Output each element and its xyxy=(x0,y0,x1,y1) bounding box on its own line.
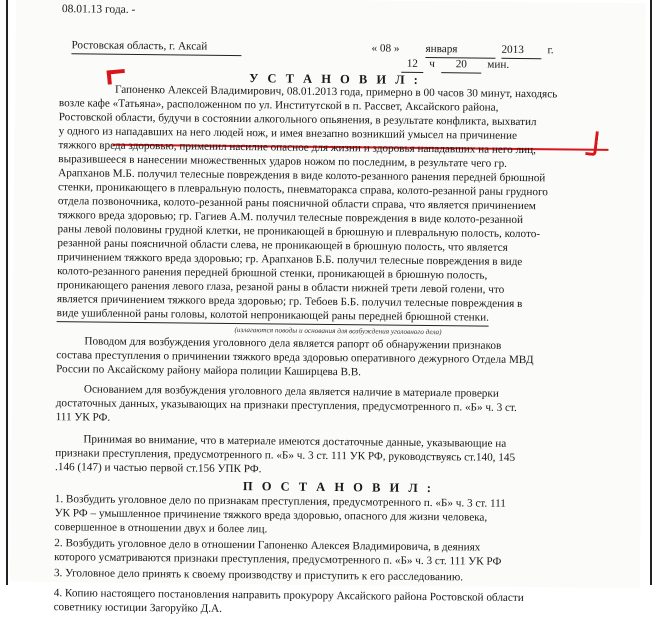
list-item: совершенное в отношении двух и более лиц. xyxy=(54,521,268,536)
text-line: проникающего ранения левого глаза, резаной раны в области нижней трети левой голени, что xyxy=(56,279,505,296)
list-item: УК РФ – умышленное причинение тяжкого вреда здоровью, опасного для жизни человека, xyxy=(54,507,488,524)
document-page xyxy=(10,0,646,615)
top-date: 08.01.13 года. - xyxy=(61,3,136,16)
text-line: признаки преступления, предусмотренного п. «Б» ч. 3 ст. 111 УК РФ, руководствуясь ст.140, 145 xyxy=(55,447,516,464)
time-h: ч xyxy=(429,58,436,71)
text-line: Гапоненко Алексей Владимирович, 08.01.2013 года, примерно в 00 часов 30 минут, находясь xyxy=(114,83,558,101)
list-item: 1. Возбудить уголовное дело по признакам преступления, предусмотренного п. «Б» ч. 3 ст. 111 xyxy=(54,493,506,510)
date-day: « 08 » xyxy=(371,42,400,55)
list-item: 4. Копию настоящего постановления направить прокурору Аксайского района Ростовской области xyxy=(53,587,524,605)
date-year: 2013 xyxy=(501,44,541,59)
list-item: советнику юстиции Загоруйко Д.А. xyxy=(53,601,222,615)
resolved-heading: П О С Т А Н О В И Л : xyxy=(242,479,435,496)
text-line: отдела позвоночника, колото-резанной раны поясничной области справа, что является причинением xyxy=(57,195,536,213)
list-item: 2. Возбудить уголовное дело в отношении Гапоненко Алексея Владимировича, в деяниях xyxy=(54,537,481,554)
red-corner-mark xyxy=(107,69,126,85)
text-line: стенки, проникающего в плевральную полость, пневматоракса справа, колото-резанной раны грудного xyxy=(57,181,548,199)
established-note: (излагаются поводы и основания для возбуждения уголовного дела) xyxy=(234,326,442,337)
text-line: Поводом для возбуждения уголовного дела является рапорт об обнаружении признаков xyxy=(84,335,502,352)
text-line: виде ушибленной раны головы, колотой непроникающей раны передней брюшной стенки. xyxy=(57,307,489,327)
text-line: является причинением тяжкого вреда здоровью; гр. Тебоев Б.Б. получил телесные повреждения в xyxy=(56,293,523,311)
text-line: причинением тяжкого вреда здоровью; гр. Арапханов Б.Б. получил телесные повреждения в виде xyxy=(57,251,523,269)
text-line: тяжкого вреда здоровью; гр. Гагиев А.М. получил телесные повреждения в виде колото-резанной xyxy=(57,209,524,227)
text-line: Арапханов М.Б. получил телесные повреждения в виде колото-резанного ранения передней брюшной xyxy=(58,167,546,185)
text-line: резанной раны поясничной области слева, не проникающей в брюшную полость, что является xyxy=(57,237,508,254)
text-line: тяжкого вреда здоровью, применил насилие опасное для жизни и здоровья нападавших на него лиц, xyxy=(58,139,537,157)
text-line: Основанием для возбуждения уголовного дела является наличие в материале проверки xyxy=(83,383,499,400)
date-month: января xyxy=(425,43,495,59)
text-line: возле кафе «Татьяна», расположенном по ул. Институтской в п. Рассвет, Аксайского района, xyxy=(58,97,499,114)
date-suffix: г. xyxy=(547,44,554,57)
text-line: достаточных данных, указывающих на признаки преступления, предусмотренного п. «Б» ч. 3 ст. xyxy=(55,397,517,414)
time-min: 20 xyxy=(441,58,481,73)
text-line: .146 (147) и частью первой ст.156 УПК РФ. xyxy=(55,461,262,476)
text-line: колото-резанного ранения передней брюшной стенки, проникающей в брюшную полость, xyxy=(57,265,488,282)
text-line: Принимая во внимание, что в материале имеются достаточные данные, указывающие на xyxy=(83,433,507,450)
text-line: 111 УК РФ. xyxy=(55,411,111,424)
time-m: мин. xyxy=(487,58,510,71)
time-hour: 12 xyxy=(401,58,423,73)
list-item: которого усматриваются признаки преступления, предусмотренного п. «Б» ч. 3 ст. 111 УК РФ xyxy=(54,551,502,568)
text-line: выразившееся в нанесении множественных ударов ножом по последним, в результате чего гр. xyxy=(58,153,508,170)
red-bracket-mark xyxy=(585,130,599,156)
text-line: у одного из нападавших на него людей нож, и имея внезапно возникший умысел на причинение xyxy=(58,125,518,142)
left-border xyxy=(6,0,8,585)
text-line: Ростовской области, будучи в состоянии алкогольного опьянения, в результате конфликта, выхватил xyxy=(58,111,537,129)
right-border xyxy=(650,0,652,585)
text-line: России по Аксайскому району майора полиции Каширцева В.В. xyxy=(56,363,362,379)
place: Ростовская область, г. Аксай xyxy=(71,39,241,56)
established-heading: У С Т А Н О В И Л : xyxy=(249,71,421,87)
list-item: 3. Уголовное дело принять к своему производству и приступить к его расследованию. xyxy=(53,567,464,584)
text-line: состава преступления о причинении тяжкого вреда здоровью оперативного дежурного Отдела МВД xyxy=(56,349,534,367)
text-line: раны левой половины грудной клетки, не проникающей в брюшную и плевральную полость, колото- xyxy=(57,223,541,241)
